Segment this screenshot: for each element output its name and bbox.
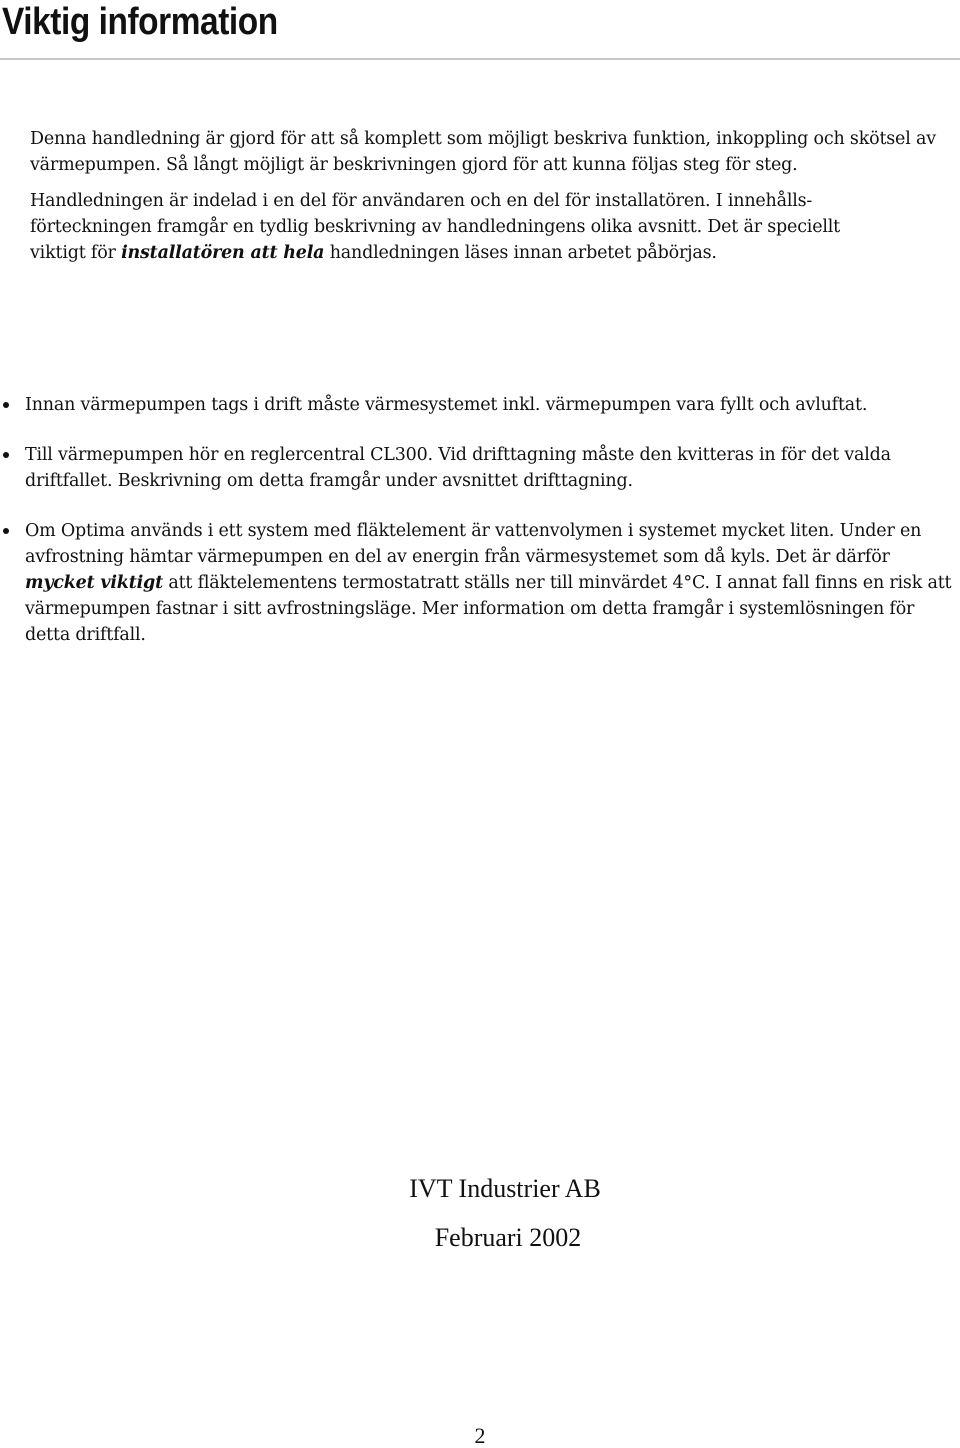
intro-paragraph-2-text-after: handledningen läses innan arbetet påbörjas.	[324, 243, 717, 263]
page-number: 2	[474, 1423, 486, 1448]
note-fill-and-vent: Innan värmepumpen tags i drift måste värmesystemet inkl. värmepumpen vara fyllt och avluftat.	[25, 395, 868, 415]
company-name: IVT Industrier AB	[409, 1174, 601, 1203]
bullet-icon	[3, 528, 9, 534]
intro-paragraph-2-line-2: förteckningen framgår en tydlig beskrivning av handledningens olika avsnitt. Det är speciellt	[30, 217, 840, 237]
list-item	[0, 392, 960, 418]
intro-section	[30, 126, 950, 266]
list-item	[0, 518, 960, 648]
page-title: Viktig information	[2, 1, 278, 43]
note-defrost-text-before: Om Optima används i ett system med fläktelement är vattenvolymen i systemet mycket liten. Under en avfrostning hämtar värmepumpen en del av energin från värmesystemet som då kyls. Det är därför	[25, 521, 922, 567]
note-control-unit: Till värmepumpen hör en reglercentral CL300. Vid drifttagning måste den kvitteras in för det valda driftfallet. Beskrivning om detta framgår under avsnittet drifttagning.	[25, 445, 891, 491]
intro-paragraph-1: Denna handledning är gjord för att så komplett som möjligt beskriva funktion, inkoppling och skötsel av värmepumpen. Så långt möjligt är beskrivningen gjord för att kunna följas steg för steg.	[30, 129, 936, 175]
very-important-emphasis: mycket viktigt	[25, 573, 163, 593]
note-defrost-text-after: att fläktelementens termostatratt ställs ner till minvärdet 4°C. I annat fall finns en risk att värmepumpen fastnar i sitt avfrostningsläge. Mer information om detta framgår i systemlösningen för detta driftfall.	[25, 573, 952, 645]
publication-date: Februari 2002	[434, 1223, 582, 1252]
bullet-icon	[3, 452, 9, 458]
intro-paragraph-2	[30, 188, 950, 266]
important-notes-list	[0, 392, 960, 648]
intro-paragraph-2-line-1: Handledningen är indelad i en del för användaren och en del för installatören. I innehålls-	[30, 191, 813, 211]
list-item	[0, 442, 960, 494]
installer-emphasis: installatören att hela	[121, 243, 325, 263]
bullet-icon	[3, 402, 9, 408]
title-divider	[0, 58, 960, 60]
intro-paragraph-2-text-before: viktigt för	[30, 243, 122, 263]
